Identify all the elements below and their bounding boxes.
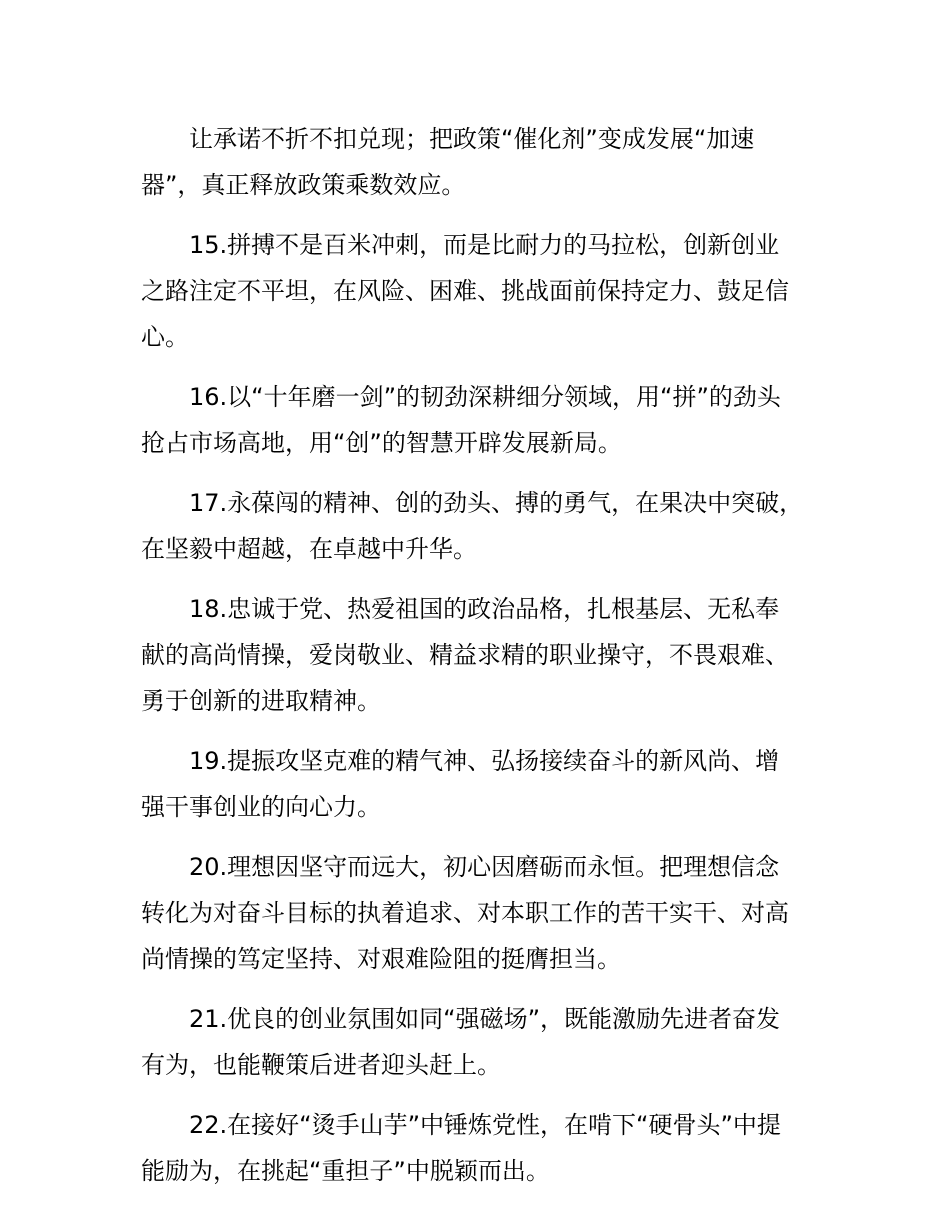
document-body xyxy=(141,116,831,1208)
paragraph-line: 17.永葆闯的精神、创的劲头、搏的勇气，在果决中突破， xyxy=(189,489,804,517)
paragraph-line: 献的高尚情操，爱岗敬业、精益求精的职业操守，不畏艰难、 xyxy=(141,641,789,669)
paragraph-16 xyxy=(141,374,831,466)
paragraph-line: 勇于创新的进取精神。 xyxy=(141,687,381,715)
paragraph-line: 让承诺不折不扣兑现；把政策“催化剂”变成发展“加速 xyxy=(189,125,755,153)
paragraph-line: 有为，也能鞭策后进者迎头赶上。 xyxy=(141,1051,501,1079)
paragraph-19 xyxy=(141,738,831,830)
paragraph-line: 之路注定不平坦，在风险、困难、挑战面前保持定力、鼓足信 xyxy=(141,277,789,305)
paragraph-line: 能励为，在挑起“重担子”中脱颖而出。 xyxy=(141,1157,550,1185)
paragraph-21 xyxy=(141,996,831,1088)
paragraph-line: 抢占市场高地，用“创”的智慧开辟发展新局。 xyxy=(141,429,622,457)
paragraph-line: 器”，真正释放政策乘数效应。 xyxy=(141,171,466,199)
paragraph-22 xyxy=(141,1102,831,1194)
paragraph-line: 16.以“十年磨一剑”的韧劲深耕细分领域，用“拼”的劲头 xyxy=(189,383,781,411)
paragraph-line: 心。 xyxy=(141,323,189,351)
paragraph-18 xyxy=(141,586,831,724)
paragraph-line: 21.优良的创业氛围如同“强磁场”，既能激励先进者奋发 xyxy=(189,1005,781,1033)
paragraph-line: 20.理想因坚守而远大，初心因磨砺而永恒。把理想信念 xyxy=(189,853,780,881)
paragraph-line: 在坚毅中超越，在卓越中升华。 xyxy=(141,535,477,563)
paragraph-line: 转化为对奋斗目标的执着追求、对本职工作的苦干实干、对高 xyxy=(141,899,789,927)
paragraph-line: 22.在接好“烫手山芋”中锤炼党性，在啃下“硬骨头”中提 xyxy=(189,1111,781,1139)
paragraph-17 xyxy=(141,480,831,572)
paragraph-line: 强干事创业的向心力。 xyxy=(141,793,381,821)
paragraph-line: 15.拼搏不是百米冲刺，而是比耐力的马拉松，创新创业 xyxy=(189,231,780,259)
paragraph-15 xyxy=(141,222,831,360)
paragraph-line: 19.提振攻坚克难的精气神、弘扬接续奋斗的新风尚、增 xyxy=(189,747,780,775)
paragraph-line: 尚情操的笃定坚持、对艰难险阻的挺膺担当。 xyxy=(141,945,621,973)
paragraph-14-continued xyxy=(141,116,831,208)
paragraph-20 xyxy=(141,844,831,982)
paragraph-line: 18.忠诚于党、热爱祖国的政治品格，扎根基层、无私奉 xyxy=(189,595,780,623)
